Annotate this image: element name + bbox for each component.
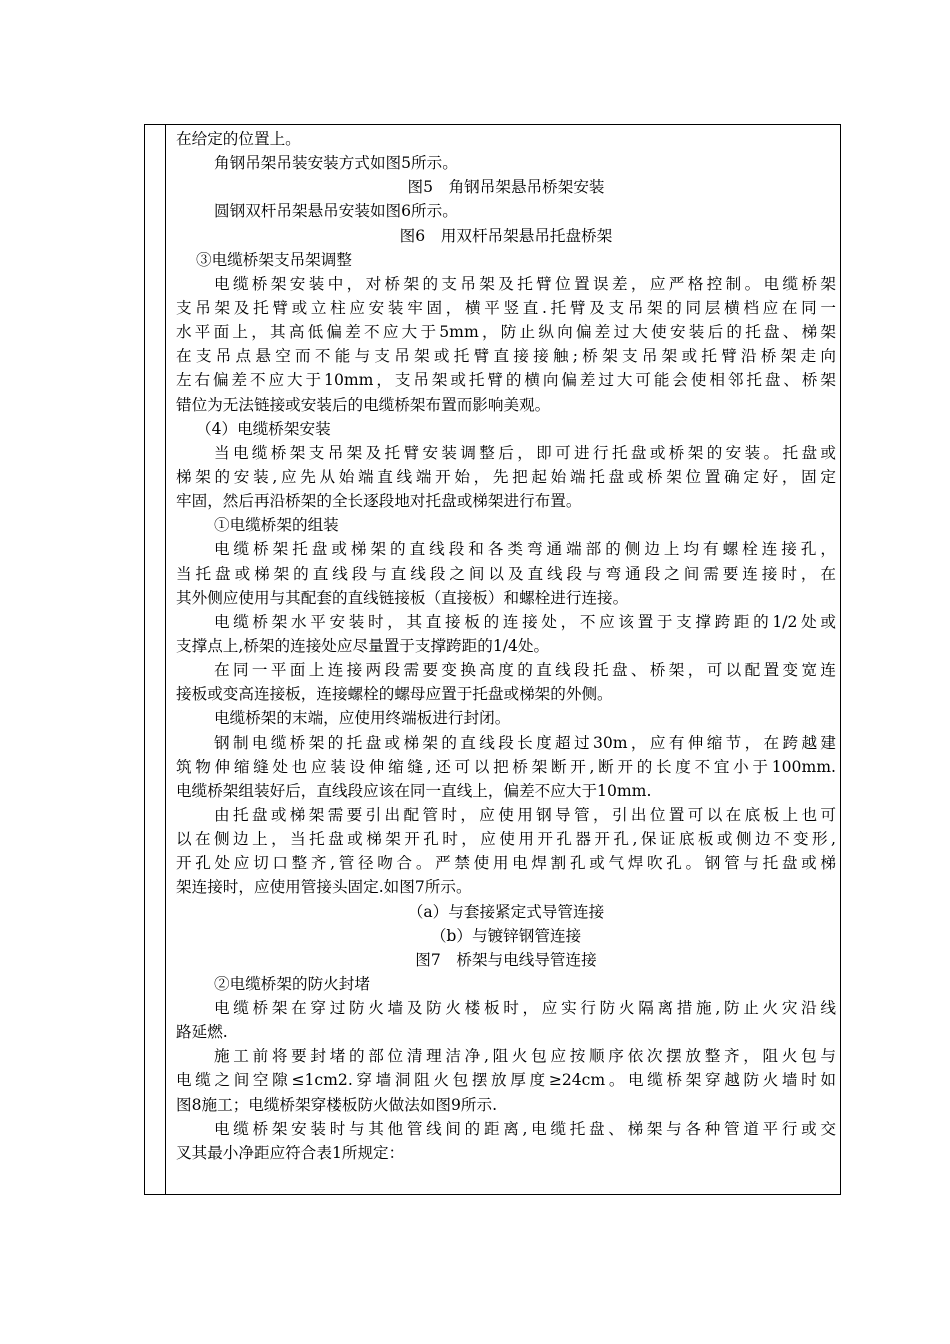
text-line: 在支吊点悬空而不能与支吊架或托臂直接接触;桥架支吊架或托臂沿桥架走向 bbox=[176, 347, 836, 366]
text-line: 钢制电缆桥架的托盘或梯架的直线段长度超过30m，应有伸缩节，在跨越建 bbox=[214, 733, 836, 752]
text-line: 叉其最小净距应符合表1所规定： bbox=[176, 1143, 405, 1162]
text-line: 电缆桥架水平安装时，其直接板的连接处，不应该置于支撑跨距的1/2处或 bbox=[214, 612, 836, 631]
text-line: 在同一平面上连接两段需要变换高度的直线段托盘、桥架，可以配置变宽连 bbox=[214, 661, 836, 680]
document-body bbox=[176, 127, 836, 1165]
figure-caption: （a）与套接紧定式导管连接 bbox=[407, 902, 605, 921]
text-line: 当托盘或梯架的直线段与直线段之间以及直线段与弯通段之间需要连接时，在 bbox=[176, 564, 836, 583]
section-heading: ①电缆桥架的组装 bbox=[214, 516, 339, 535]
section-heading: （4）电缆桥架安装 bbox=[196, 419, 331, 438]
text-line: 路延燃. bbox=[176, 1023, 228, 1042]
text-line: 电缆桥架在穿过防火墙及防火楼板时，应实行防火隔离措施,防止火灾沿线 bbox=[214, 999, 836, 1018]
text-line: 电缆桥架组装好后，直线段应该在同一直线上，偏差不应大于10mm. bbox=[176, 781, 652, 800]
text-line: 在给定的位置上。 bbox=[176, 130, 301, 148]
text-line: 电缆桥架安装中，对桥架的支吊架及托臂位置误差，应严格控制。电缆桥架 bbox=[214, 274, 836, 293]
text-line: 错位为无法链接或安装后的电缆桥架布置而影响美观。 bbox=[176, 395, 551, 414]
text-line: 电缆桥架托盘或梯架的直线段和各类弯通端部的侧边上均有螺栓连接孔， bbox=[214, 540, 836, 559]
figure-caption: （b）与镀锌钢管连接 bbox=[430, 926, 582, 945]
text-line: 左右偏差不应大于10mm，支吊架或托臂的横向偏差过大可能会使相邻托盘、桥架 bbox=[176, 371, 836, 390]
figure-caption: 图7 桥架与电线导管连接 bbox=[415, 950, 597, 969]
section-heading: ③电缆桥架支吊架调整 bbox=[196, 250, 352, 269]
text-line: 以在侧边上，当托盘或梯架开孔时，应使用开孔器开孔,保证底板或侧边不变形, bbox=[176, 830, 836, 849]
text-line: 筑物伸缩缝处也应装设伸缩缝,还可以把桥架断开,断开的长度不宜小于100mm. bbox=[176, 757, 836, 776]
text-line: 图8施工；电缆桥架穿楼板防火做法如图9所示. bbox=[176, 1095, 498, 1114]
text-line: 角钢吊架吊装安装方式如图5所示。 bbox=[214, 154, 458, 173]
column-divider bbox=[165, 124, 166, 1195]
section-heading: ②电缆桥架的防火封堵 bbox=[214, 974, 370, 993]
text-line: 接板或变高连接板，连接螺栓的螺母应置于托盘或梯架的外侧。 bbox=[176, 685, 613, 704]
text-line: 牢固，然后再沿桥架的全长逐段地对托盘或梯架进行布置。 bbox=[176, 492, 582, 511]
text-line: 开孔处应切口整齐,管径吻合。严禁使用电焊割孔或气焊吹孔。钢管与托盘或梯 bbox=[176, 854, 836, 873]
text-line: 电缆桥架的末端，应使用终端板进行封闭。 bbox=[214, 709, 511, 728]
text-line: 梯架的安装,应先从始端直线端开始，先把起始端托盘或桥架位置确定好，固定 bbox=[176, 467, 836, 486]
text-line: 由托盘或梯架需要引出配管时，应使用钢导管，引出位置可以在底板上也可 bbox=[214, 805, 836, 824]
figure-caption: 图5 角钢吊架悬吊桥架安装 bbox=[407, 178, 605, 197]
text-line: 支撑点上,桥架的连接处应尽量置于支撑跨距的1/4处。 bbox=[176, 636, 550, 655]
text-line: 圆钢双杆吊架悬吊安装如图6所示。 bbox=[214, 202, 458, 221]
text-line: 电缆桥架安装时与其他管线间的距离,电缆托盘、梯架与各种管道平行或交 bbox=[214, 1119, 836, 1138]
text-line: 支吊架及托臂或立柱应安装牢固，横平竖直.托臂及支吊架的同层横档应在同一 bbox=[176, 298, 836, 317]
text-line: 施工前将要封堵的部位清理洁净,阻火包应按顺序依次摆放整齐，阻火包与 bbox=[214, 1047, 836, 1066]
text-line: 架连接时，应使用管接头固定.如图7所示。 bbox=[176, 878, 472, 897]
text-line: 电缆之间空隙≤1cm2.穿墙洞阻火包摆放厚度≥24cm。电缆桥架穿越防火墙时如 bbox=[176, 1071, 836, 1090]
text-line: 当电缆桥架支吊架及托臂安装调整后，即可进行托盘或桥架的安装。托盘或 bbox=[214, 443, 836, 462]
text-line: 水平面上，其高低偏差不应大于5mm，防止纵向偏差过大使安装后的托盘、梯架 bbox=[176, 323, 836, 342]
figure-caption: 图6 用双杆吊架悬吊托盘桥架 bbox=[399, 226, 613, 245]
text-line: 其外侧应使用与其配套的直线链接板（直接板）和螺栓进行连接。 bbox=[176, 588, 629, 607]
